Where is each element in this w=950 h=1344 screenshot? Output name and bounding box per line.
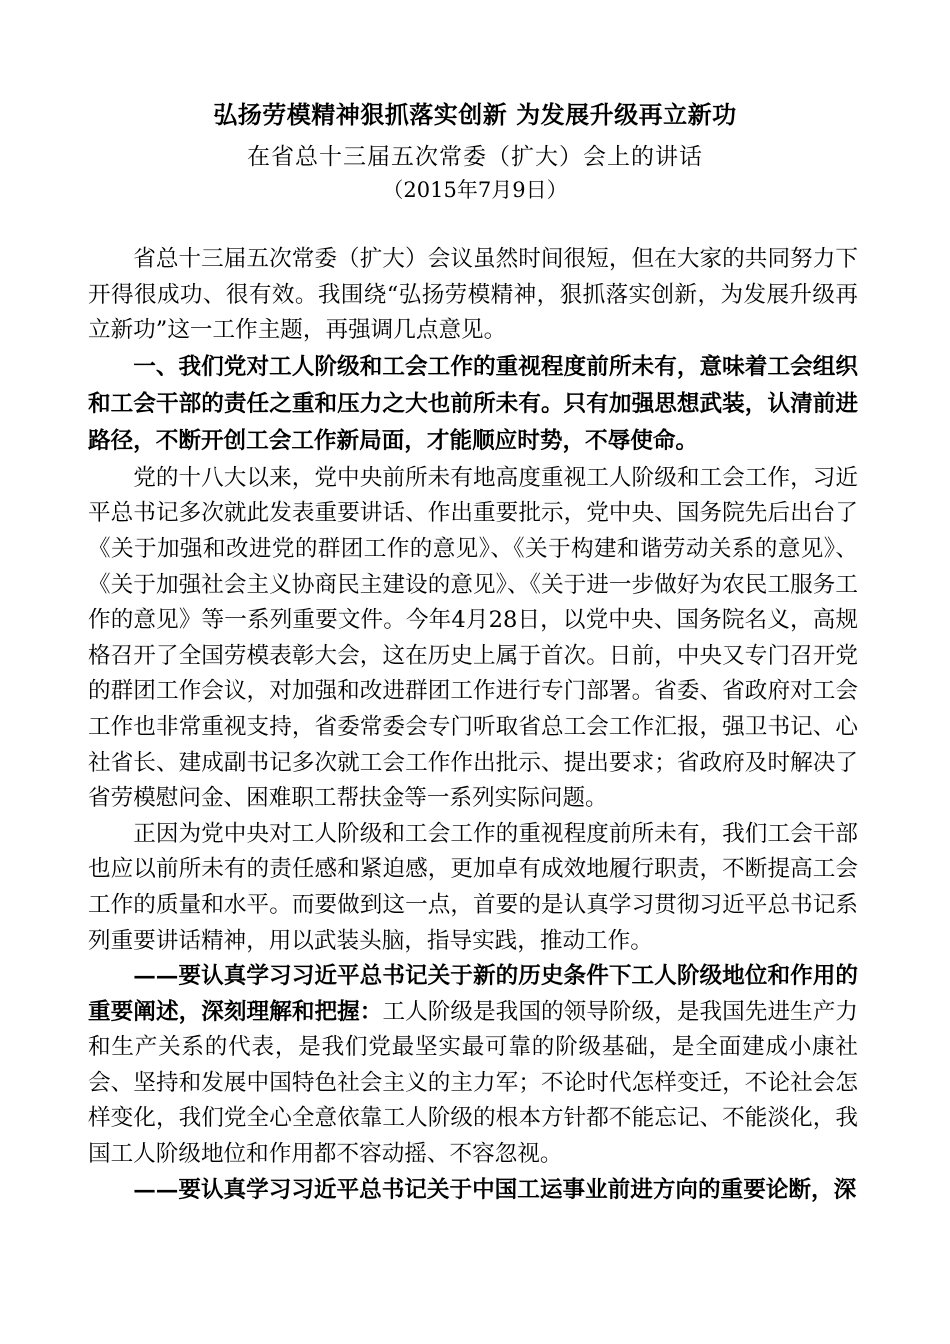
document-subtitle: 在省总十三届五次常委（扩大）会上的讲话 bbox=[247, 144, 703, 170]
paragraph-lead-bold: ——要认真学习习近平总书记关于新的历史条件下工人阶级地位和作用的重要阐述，深刻理解和把握： bbox=[88, 963, 858, 1025]
document-date: （2015年7月9日） bbox=[382, 178, 568, 202]
paragraph-working-class-role bbox=[88, 959, 858, 1173]
paragraph-lead-text: 工人阶级是我国的领导阶级，是我国先进生产力和生产关系的代表，是我们党最坚实最可靠的阶级基础，是全面建成小康社会、坚持和发展中国特色社会主义的主力军；不论时代怎样变迁，不论社会怎样变化，我们党全心全意依靠工人阶级的根本方针都不能忘记、不能淡化，我国工人阶级地位和作用都不容动摇、不容忽视。 bbox=[88, 998, 859, 1168]
paragraph-intro: 省总十三届五次常委（扩大）会议虽然时间很短，但在大家的共同努力下开得很成功、很有效。我围绕“弘扬劳模精神，狠抓落实创新，为发展升级再立新功”这一工作主题，再强调几点意见。 bbox=[88, 246, 858, 344]
document-title: 弘扬劳模精神狠抓落实创新 为发展升级再立新功 bbox=[213, 100, 737, 129]
paragraph-background: 党的十八大以来，党中央前所未有地高度重视工人阶级和工会工作，习近平总书记多次就此发表重要讲话、作出重要批示，党中央、国务院先后出台了《关于加强和改进党的群团工作的意见》、《关于构建和谐劳动关系的意见》、《关于加强社会主义协商民主建设的意见》、《关于进一步做好为农民工服务工作的意见》等一系列重要文件。今年4月28日，以党中央、国务院名义，高规格召开了全国劳模表彰大会，这在历史上属于首次。日前，中央又专门召开党的群团工作会议，对加强和改进群团工作进行专门部署。省委、省政府对工会工作也非常重视支持，省委常委会专门听取省总工会工作汇报，强卫书记、心社省长、建成副书记多次就工会工作作出批示、提出要求；省政府及时解决了省劳模慰问金、困难职工帮扶金等一系列实际问题。 bbox=[88, 464, 858, 812]
section-heading-one: 一、我们党对工人阶级和工会工作的重视程度前所未有，意味着工会组织和工会干部的责任之重和压力之大也前所未有。只有加强思想武装，认清前进路径，不断开创工会工作新局面，才能顺应时势，不辱使命。 bbox=[88, 353, 858, 454]
document-body bbox=[88, 242, 858, 1208]
paragraph-responsibility: 正因为党中央对工人阶级和工会工作的重视程度前所未有，我们工会干部也应以前所未有的责任感和紧迫感，更加卓有成效地履行职责，不断提高工会工作的质量和水平。而要做到这一点，首要的是认真学习贯彻习近平总书记系列重要讲话精神，用以武装头脑，指导实践，推动工作。 bbox=[88, 820, 858, 954]
paragraph-lead-bold: ——要认真学习习近平总书记关于中国工运事业前进方向的重要论断，深 bbox=[133, 1176, 857, 1203]
paragraph-labor-movement-direction bbox=[88, 1173, 858, 1209]
